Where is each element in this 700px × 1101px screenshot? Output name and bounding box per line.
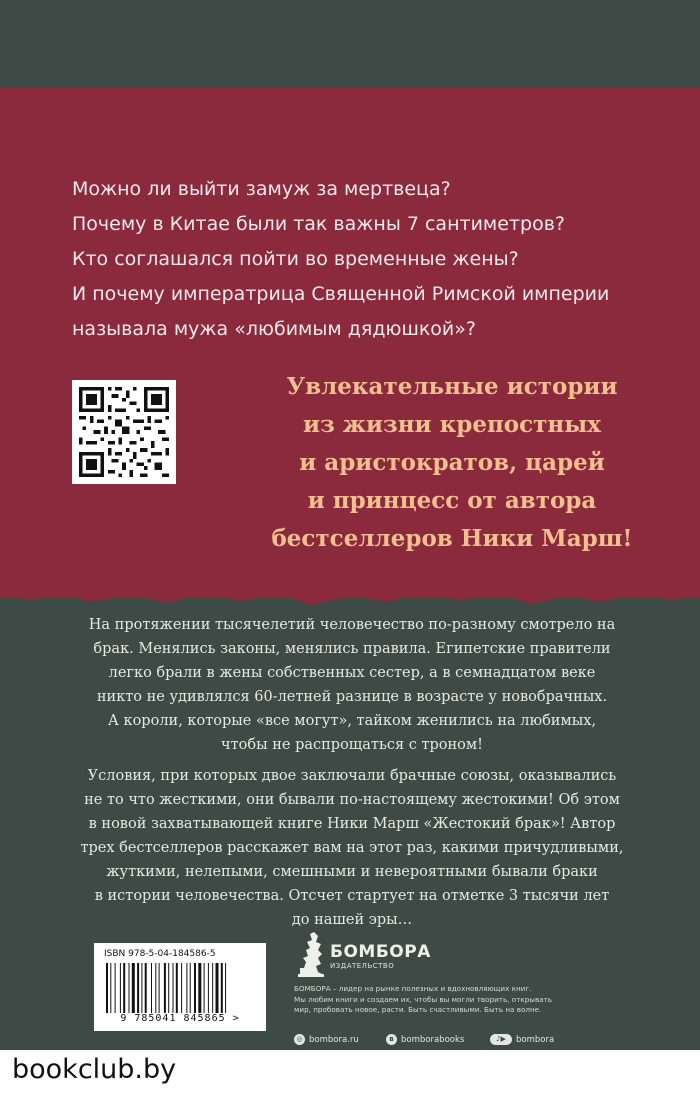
tagline xyxy=(222,368,682,558)
vk-icon: в xyxy=(386,1034,397,1045)
isbn-label: ISBN 978-5-04-184586-5 xyxy=(104,949,216,959)
publisher-description-line: Мы любим книги и создаем их, чтобы вы могли творить, открывать xyxy=(294,994,553,1004)
social-link-vk[interactable] xyxy=(386,1034,464,1045)
bombora-logo-icon xyxy=(294,928,328,978)
question-line: называла мужа «любимым дядюшкой»? xyxy=(72,318,476,340)
question-line: И почему императрица Священной Римской империи xyxy=(72,283,610,305)
paragraph-line: трех бестселлеров расскажет вам на этот раз, какими причудливыми, xyxy=(80,840,624,856)
publisher-description xyxy=(294,984,624,1016)
paragraph-line: никто не удивлялся 60-летней разнице в возрасте у новобрачных. xyxy=(96,689,608,705)
paragraph-line: На протяжении тысячелетий человечество по-разному смотрело на xyxy=(88,617,616,633)
social-link-label: bomborabooks xyxy=(401,1034,465,1045)
paragraph-line: Условия, при которых двое заключали брачные союзы, оказывались xyxy=(87,768,617,784)
tagline-line: и принцесс от автора xyxy=(307,487,597,514)
tagline-line: и аристократов, царей xyxy=(299,449,605,476)
publisher-description-line: БОМБОРА – лидер на рынке полезных и вдохновляющих книг. xyxy=(294,984,532,993)
description-paragraph-2 xyxy=(72,764,632,932)
paragraph-line: чтобы не распрощаться с троном! xyxy=(221,737,483,753)
tagline-line: из жизни крепостных xyxy=(303,411,601,438)
barcode-digits: 9 785041 845865 > xyxy=(120,1013,240,1024)
paragraph-line: брак. Менялись законы, менялись правила. Египетские правители xyxy=(93,641,611,657)
social-link-tiktok-youtube[interactable] xyxy=(490,1034,554,1045)
question-line: Можно ли выйти замуж за мертвеца? xyxy=(72,178,451,200)
paragraph-line: в истории человечества. Отсчет стартует на отметке 3 тысячи лет xyxy=(94,888,610,904)
tagline-line: Увлекательные истории xyxy=(286,373,618,400)
paragraph-line: в новой захватывающей книге Ники Марш «Жестокий брак»! Автор xyxy=(88,816,616,832)
site-watermark: bookclub.by xyxy=(12,1054,177,1085)
paragraph-line: до нашей эры… xyxy=(291,912,413,928)
social-link-label: bombora xyxy=(516,1034,555,1045)
publisher-subtitle: ИЗДАТЕЛЬСТВО xyxy=(330,962,395,970)
red-band-bottom-edge xyxy=(0,580,700,610)
qr-code-icon xyxy=(79,387,169,477)
tiktok-youtube-icon: ♪▶ xyxy=(490,1034,512,1045)
question-line: Кто соглашался пойти во временные жены? xyxy=(72,248,519,270)
teaser-questions xyxy=(72,172,672,347)
red-band-top-edge xyxy=(0,80,700,104)
paragraph-line: А короли, которые «все могут», тайком женились на любимых, xyxy=(107,713,597,729)
isbn-barcode xyxy=(94,943,266,1031)
paragraph-line: жуткими, нелепыми, смешными и невероятными бывали браки xyxy=(106,864,598,880)
paragraph-line: легко брали в жены собственных сестер, а в семнадцатом веке xyxy=(108,665,596,681)
tagline-line: бестселлеров Ники Марш! xyxy=(271,525,633,552)
question-line: Почему в Китае были так важны 7 сантиметров? xyxy=(72,213,565,235)
social-link-label: bombora.ru xyxy=(309,1034,359,1045)
qr-code[interactable] xyxy=(72,380,176,484)
publisher-description-line: мир, пробовать новое, расти. Быть счастливыми. Быть на волне. xyxy=(294,1005,542,1014)
paragraph-line: не то что жесткими, они бывали по-настоящему жестокими! Об этом xyxy=(84,792,620,808)
social-links xyxy=(294,1034,624,1048)
publisher-name: БОМБОРА xyxy=(330,942,431,962)
barcode-bars xyxy=(104,963,256,1013)
description-paragraph-1 xyxy=(72,613,632,757)
globe-icon: ◎ xyxy=(294,1034,305,1045)
social-link-website[interactable] xyxy=(294,1034,359,1045)
